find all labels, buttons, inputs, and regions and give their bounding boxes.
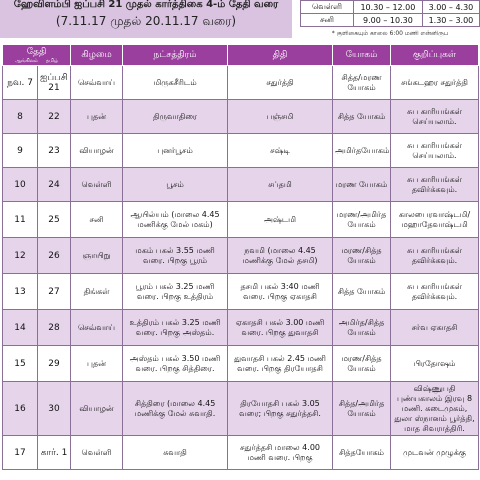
cell-yogam: சித்தயோகம் (333, 436, 391, 470)
cell-star: திருவாதிரை (123, 100, 228, 134)
table-row (3, 238, 479, 274)
cell-english-date: 17 (3, 436, 38, 470)
cell-yogam: மரண யோகம் (333, 168, 391, 202)
cell-english-date: 11 (3, 202, 38, 238)
header-day: கிழமை (71, 45, 123, 66)
date-range: (7.11.17 முதல் 20.11.17 வரை) (55, 14, 237, 28)
cell-english-date: 8 (3, 100, 38, 134)
cell-tamil-date: ஐப்பசி 21 (38, 66, 71, 100)
cell-english-date: நவ. 7 (3, 66, 38, 100)
cell-tamil-date: 24 (38, 168, 71, 202)
cell-notes: காலபைரவாஷ்டமி/ மஹாதேவாஷ்டமி (391, 202, 479, 238)
cell-day: திங்கள் (71, 274, 123, 310)
table-row (3, 168, 479, 202)
cell-thithi: நவமி (மாலை 4.45 மணிக்கு மேல் தசமி) (228, 238, 333, 274)
cell-yogam: அமிர்தயோகம் (333, 134, 391, 168)
table-header-row (3, 45, 479, 66)
cell-thithi: சஷ்டி (228, 134, 333, 168)
table-row (3, 382, 479, 436)
cell-day: வெள்ளி (71, 436, 123, 470)
cell-thithi: தசமி பகல் 3:40 மணி வரை. பிறகு ஏகாதசி (228, 274, 333, 310)
cell-yogam: சித்த யோகம் (333, 274, 391, 310)
cell-english-date: 12 (3, 238, 38, 274)
header-date-sub-left: ஆங்கிலம் (14, 57, 38, 64)
cell-tamil-date: 26 (38, 238, 71, 274)
cell-notes: சுப காரியங்கள் செய்யலாம். (391, 100, 479, 134)
table-row (3, 274, 479, 310)
cell-star: சித்திரை (மாலை 4.45 மணிக்கு மேல் சுவாதி. (123, 382, 228, 436)
cell-yogam: சித்த யோகம் (333, 100, 391, 134)
cell-star: மிருகசீரிடம் (123, 66, 228, 100)
timings-slot: 9.00 – 10.30 (354, 14, 423, 27)
cell-thithi: அஷ்டமி (228, 202, 333, 238)
cell-thithi: சப்தமி (228, 168, 333, 202)
header-yogam: யோகம் (333, 45, 391, 66)
cell-day: செவ்வாய் (71, 310, 123, 346)
cell-day: ஞாயிறு (71, 238, 123, 274)
table-row (3, 436, 479, 470)
header-star: நட்சத்திரம் (123, 45, 228, 66)
table-row (3, 202, 479, 238)
timings-slot: 3.00 – 4.30 (422, 1, 479, 14)
cell-day: சனி (71, 202, 123, 238)
cell-english-date: 13 (3, 274, 38, 310)
cell-yogam: சித்த/மரண யோகம் (333, 66, 391, 100)
cell-thithi: சதுர்த்தி (228, 66, 333, 100)
cell-day: புதன் (71, 346, 123, 382)
cell-notes: சுப காரியங்கள் செய்யலாம். (391, 134, 479, 168)
timings-day: வெள்ளி (301, 1, 354, 14)
table-row (3, 134, 479, 168)
cell-notes: சுப காரியங்கள் தவிர்க்கவும். (391, 274, 479, 310)
cell-notes: சுப காரியங்கள் தவிர்க்கவும். (391, 168, 479, 202)
cell-star: அஸ்தம் பகல் 3.50 மணி வரை. பிறகு சித்திரை. (123, 346, 228, 382)
cell-tamil-date: 27 (38, 274, 71, 310)
cell-day: புதன் (71, 100, 123, 134)
cell-thithi: ஏகாதசி பகல் 3.00 மணி வரை. பிறகு துவாதசி (228, 310, 333, 346)
cell-notes: விஷ்ணுபதி புண்யகாலம் இரவு 8 மணி. கடைமுகம், துலா ஸ்நானம் பூர்த்தி, மாத சிவராத்திரி. (391, 382, 479, 436)
page-title: ஹேவிளம்பி ஐப்பசி 21 முதல் கார்த்திகை 4-ம் தேதி வரை (13, 0, 279, 10)
cell-english-date: 14 (3, 310, 38, 346)
header-date (3, 45, 71, 66)
cell-thithi: பஞ்சமி (228, 100, 333, 134)
cell-day: செவ்வாய் (71, 66, 123, 100)
timings-row (301, 1, 480, 14)
header-date-sub-right: தமிழ் (45, 57, 59, 64)
cell-notes: முடவன் முழுக்கு (391, 436, 479, 470)
cell-english-date: 10 (3, 168, 38, 202)
timings-note: * குளிகையும் காலை 6:00 மணி என்னிருப (331, 30, 449, 37)
timings-slot: 10.30 – 12.00 (354, 1, 423, 14)
header-date-label: தேதி (26, 46, 47, 57)
cell-tamil-date: 23 (38, 134, 71, 168)
cell-notes: பிரதோஷம் (391, 346, 479, 382)
cell-tamil-date: கார். 1 (38, 436, 71, 470)
timings-slot: 1.30 – 3.00 (422, 14, 479, 27)
cell-thithi: சதுர்த்தசி மாலை 4.00 மணி வரை. பிறகு (228, 436, 333, 470)
cell-day: வியாழன் (71, 134, 123, 168)
cell-notes: சங்கடஹர சதுர்த்தி (391, 66, 479, 100)
cell-tamil-date: 25 (38, 202, 71, 238)
cell-tamil-date: 30 (38, 382, 71, 436)
cell-yogam: சித்த/அமிர்த யோகம் (333, 382, 391, 436)
timings-row (301, 14, 480, 27)
cell-day: வெள்ளி (71, 168, 123, 202)
header-thithi: திதி (228, 45, 333, 66)
cell-star: பூரம் பகல் 3.25 மணி வரை. பிறகு உத்திரம் (123, 274, 228, 310)
timings-table (300, 0, 480, 27)
cell-thithi: துவாதசி பகல் 2.45 மணி வரை. பிறகு திரயோதசி (228, 346, 333, 382)
cell-english-date: 16 (3, 382, 38, 436)
cell-tamil-date: 22 (38, 100, 71, 134)
table-row (3, 346, 479, 382)
cell-star: பூசம் (123, 168, 228, 202)
table-row (3, 310, 479, 346)
cell-notes: சர்வ ஏகாதசி (391, 310, 479, 346)
table-row (3, 100, 479, 134)
cell-yogam: மரண/சித்த யோகம் (333, 346, 391, 382)
cell-day: வியாழன் (71, 382, 123, 436)
cell-english-date: 9 (3, 134, 38, 168)
title-band (0, 0, 292, 38)
cell-notes: சுப காரியங்கள் தவிர்க்கவும். (391, 238, 479, 274)
header-date-sub (3, 58, 70, 64)
cell-yogam: மரண/அமிர்த யோகம் (333, 202, 391, 238)
cell-thithi: திரயோதசி பகல் 3.05 வரை; பிறகு சதுர்த்தசி. (228, 382, 333, 436)
cell-star: புனர்பூசம் (123, 134, 228, 168)
cell-english-date: 15 (3, 346, 38, 382)
cell-tamil-date: 28 (38, 310, 71, 346)
cell-star: மகம் பகல் 3.55 மணி வரை. பிறகு பூரம் (123, 238, 228, 274)
cell-tamil-date: 29 (38, 346, 71, 382)
cell-yogam: அமிர்த/சித்த யோகம் (333, 310, 391, 346)
cell-star: சுவாதி (123, 436, 228, 470)
calendar-table (2, 44, 479, 470)
table-row (3, 66, 479, 100)
cell-star: ஆயில்யம் (மாலை 4.45 மணிக்கு மேல் மகம்) (123, 202, 228, 238)
header-notes: குறிப்புகள் (391, 45, 479, 66)
timings-day: சனி (301, 14, 354, 27)
cell-star: உத்திரம் பகல் 3.25 மணி வரை. பிறகு அஸ்தம். (123, 310, 228, 346)
cell-yogam: மரண/சித்த யோகம் (333, 238, 391, 274)
